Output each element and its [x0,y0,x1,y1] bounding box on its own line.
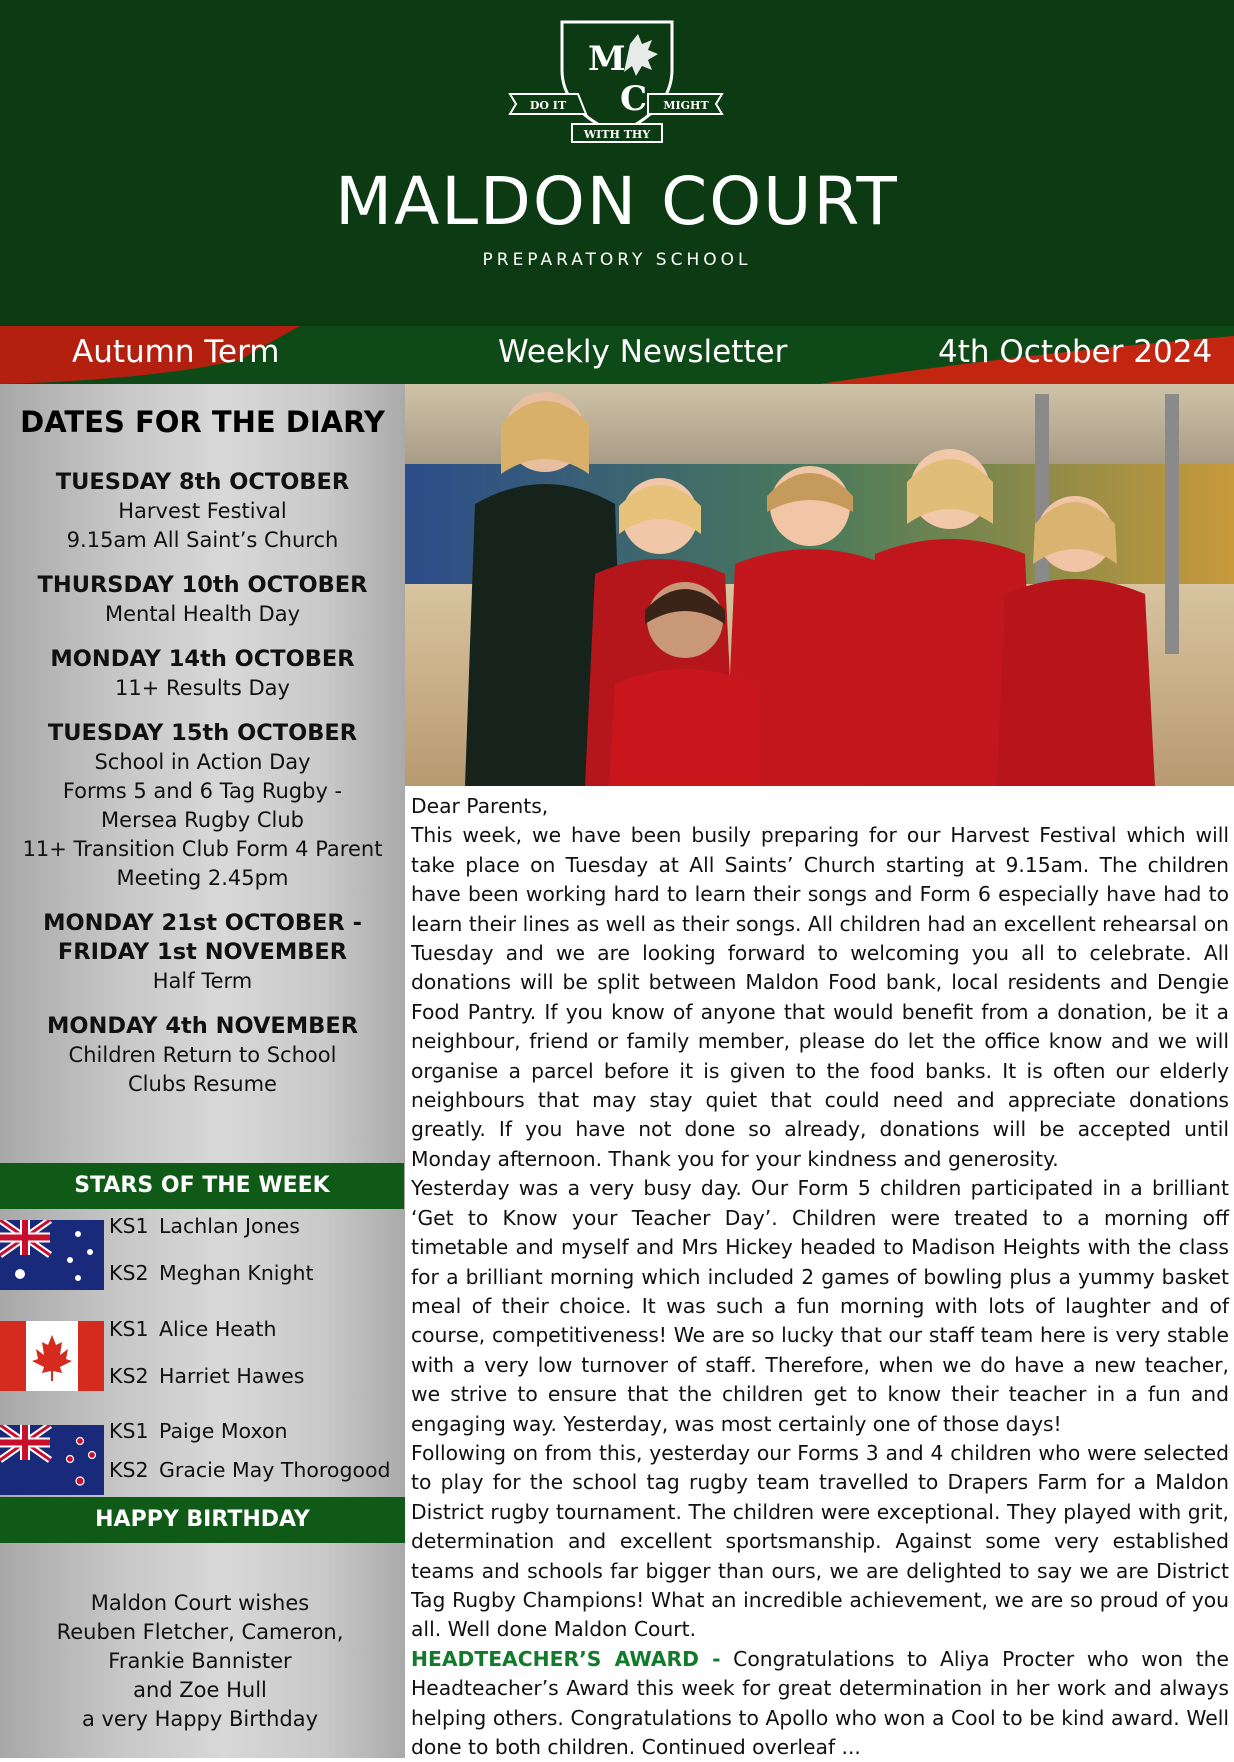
banner-date: 4th October 2024 [938,334,1213,370]
new-zealand-flag-icon [0,1425,104,1495]
key-stage: KS2 [109,1261,149,1285]
key-stage: KS1 [109,1317,149,1341]
key-stage: KS2 [109,1458,149,1482]
letter-paragraph: Following on from this, yesterday our Forms 3 and 4 children who were selected to play for the school tag rugby team travelled to Drapers Farm for a Maldon District rugby tournament. The children were exceptional. They played with grit, determination and excellent sportsmanship. Against some very established teams and schools far bigger than ours, we are delighted to say we are District Tag Rugby Champions! What an incredible achievement, we are so proud of you all. Well done Maldon Court. [411,1440,1229,1642]
diary-date: TUESDAY 15th OCTOBER [47,720,358,746]
star-name: Paige Moxon [159,1419,288,1443]
school-name: MALDON COURT [335,163,899,240]
school-subtitle: PREPARATORY SCHOOL [482,250,752,270]
star-entry [109,1212,300,1240]
school-crest-icon [500,18,734,158]
award-title: HEADTEACHER’S AWARD - [411,1646,721,1671]
newsletter-header [0,0,1234,330]
diary-detail: 11+ Results Day [115,676,290,700]
letter-paragraph: This week, we have been busily preparing for our Harvest Festival which will take place on Tuesday at All Saints’ Church starting at 9.15am. The children have been working hard to learn their songs and Form 6 especially have had to learn their lines as well as their songs. All children had an excellent rehearsal on Tuesday and we are looking forward to welcoming you all to celebrate. All donations will be split between Maldon Food bank, local residents and Dengie Food Pantry. If you know of anyone that would benefit from a donation, be it a neighbour, friend or family member, please do let the office know and we will organise a parcel before it is given to the food banks. It is often our elderly neighbours that may stay quiet that could need and appreciate donations greatly. If you have not done so already, donations will be accepted until Monday afternoon. Thank you for your kindness and generosity. [411,823,1229,1171]
crest-letter-m: M [588,39,626,79]
diary-item [0,571,405,629]
star-entry [109,1417,287,1445]
diary-item [0,1012,405,1099]
crest-letter-c: C [620,79,648,119]
diary-detail: 9.15am All Saint’s Church [66,528,339,552]
crest-ribbon-right: MIGHT [663,99,709,112]
birthday-line: Reuben Fletcher, Cameron, [56,1620,344,1644]
diary-date: THURSDAY 10th OCTOBER [37,572,368,598]
birthday-line: Frankie Bannister [108,1649,292,1673]
star-entry [109,1362,304,1390]
star-name: Harriet Hawes [159,1364,305,1388]
award-text: Congratulations to Aliya Procter who won the Headteacher’s Award this week for great determination in her work and always helping others. Congratulations to Apollo who won a Cool to be kind award. Well done to both children. Continued overleaf ... [411,1646,1229,1759]
diary-item [0,909,405,996]
newsletter-banner [0,326,1234,384]
diary-detail: School in Action Day [94,750,311,774]
diary-date: MONDAY 14th OCTOBER [50,646,355,672]
star-name: Gracie May Thorogood [159,1458,391,1482]
birthday-message [0,1589,400,1734]
diary-detail: Half Term [152,969,253,993]
diary-list [0,468,405,1115]
diary-item [0,645,405,703]
diary-item [0,468,405,555]
letter-paragraph: Yesterday was a very busy day. Our Form 5 children participated in a brilliant ‘Get to Know your Teacher Day’. Children were treated to a morning off timetable and myself and Mrs Hickey headed to Madison Heights with the class for a brilliant morning which included 2 games of bowling plus a yummy basket meal of their choice. It was such a fun morning with lots of laughter and of course, competitiveness! We are so lucky that our staff team here is very stable with a very low turnover of staff. Therefore, when we do have a new teacher, we strive to ensure that the children get to know their teacher in a fun and engaging way. Yesterday, was most certainly one of those days! [411,1176,1229,1436]
headteacher-letter [411,792,1229,1762]
key-stage: KS1 [109,1419,149,1443]
diary-detail: Mersea Rugby Club [101,808,304,832]
award-paragraph [411,1645,1229,1762]
birthday-line: Maldon Court wishes [90,1591,310,1615]
banner-term: Autumn Term [72,334,280,370]
diary-detail: Meeting 2.45pm [116,866,289,890]
star-entry [109,1259,314,1287]
birthday-title: HAPPY BIRTHDAY [0,1497,405,1543]
bowling-group-photo-icon [405,384,1234,786]
sidebar [0,384,405,1758]
birthday-line: a very Happy Birthday [81,1707,319,1731]
star-name: Meghan Knight [159,1261,314,1285]
star-name: Alice Heath [159,1317,277,1341]
diary-detail: 11+ Transition Club Form 4 Parent [22,837,383,861]
diary-detail: Forms 5 and 6 Tag Rugby - [62,779,343,803]
crest-ribbon-left: DO IT [529,99,567,112]
diary-date: TUESDAY 8th OCTOBER [55,469,350,495]
diary-date: MONDAY 4th NOVEMBER [46,1013,359,1039]
star-entry [109,1456,391,1484]
diary-detail: Children Return to School [68,1043,337,1067]
star-name: Lachlan Jones [159,1214,300,1238]
stars-title: STARS OF THE WEEK [0,1163,404,1209]
letter-greeting: Dear Parents, [411,794,549,818]
diary-detail: Clubs Resume [128,1072,277,1096]
class-photo [405,384,1234,786]
diary-detail: Harvest Festival [118,499,287,523]
key-stage: KS1 [109,1214,149,1238]
australia-flag-icon [0,1220,104,1290]
key-stage: KS2 [109,1364,149,1388]
diary-detail: Mental Health Day [104,602,301,626]
diary-item [0,719,405,893]
banner-title: Weekly Newsletter [498,334,788,370]
birthday-line: and Zoe Hull [133,1678,267,1702]
canada-flag-icon [0,1321,104,1391]
diary-title: DATES FOR THE DIARY [20,405,385,439]
crest-ribbon-bottom: WITH THY [583,128,651,141]
diary-date: FRIDAY 1st NOVEMBER [57,939,348,965]
star-entry [109,1315,276,1343]
diary-date: MONDAY 21st OCTOBER - [43,910,362,936]
